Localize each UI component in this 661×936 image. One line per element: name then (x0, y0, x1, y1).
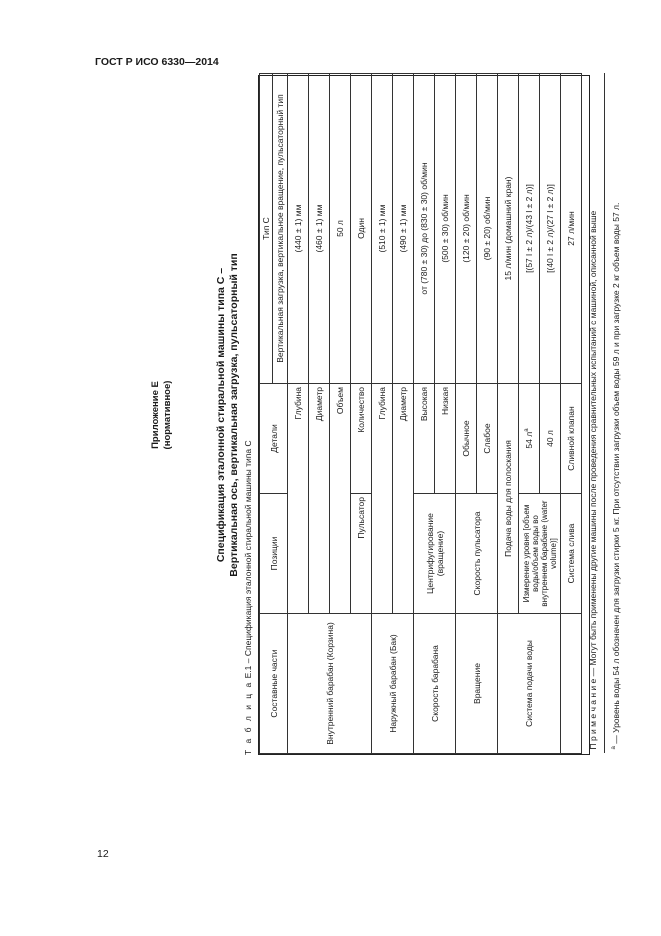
table-row (561, 74, 582, 754)
cell-pulsator-qty-val: Один (351, 74, 372, 384)
cell-water-rinse-val: 15 л/мин (домашний кран) (498, 74, 519, 384)
cell-drum-speed: Скорость барабана (414, 614, 456, 754)
table-header-row (260, 74, 273, 754)
note-row (582, 74, 605, 754)
caption-text: Е.1 – Спецификация эталонной стиральной машины типа С (243, 440, 253, 679)
cell-inner-volume: Объем (330, 384, 351, 614)
footnote-text: — Уровень воды 54 л обозначен для загрузки стирки 5 кг. При отсутствии загрузки объем воды 59 л и при загрузке 2 кг объем воды 57 л. (610, 202, 621, 747)
cell-outer-depth-val: (510 ± 1) мм (372, 74, 393, 384)
cell-normal: Обычное (456, 384, 477, 494)
cell-water-rinse: Подача воды для полоскания (498, 384, 519, 614)
cell-level-54-val: [(57 l ± 2 л)/(43 l ± 2 л)] (519, 74, 540, 384)
cell-level-54 (519, 384, 540, 494)
cell-level-40: 40 л (540, 384, 561, 494)
cell-outer-diameter-val: (490 ± 1) мм (393, 74, 414, 384)
cell-drain-valve: Сливной клапан (561, 384, 582, 494)
table-caption (243, 440, 253, 755)
cell-inner-volume-val: 50 л (330, 74, 351, 384)
annex-heading (150, 75, 174, 755)
cell-quantity: Количество (351, 384, 372, 494)
cell-low: Низкая (435, 384, 456, 494)
footnote-row (605, 74, 628, 754)
table-note: П р и м е ч а н и е — Могут быть применены другие машины после проведения сравнительных испытаний с машиной, описанной выше (582, 74, 605, 754)
table-row (372, 74, 393, 754)
cell-outer-diameter: Диаметр (393, 384, 414, 614)
cell-gentle-val: (90 ± 20) об/мин (477, 74, 498, 384)
cell-level-40-val: [(40 l ± 2 л)/(27 l ± 2 л)] (540, 74, 561, 384)
cell-pulsator-speed: Скорость пульсатора (456, 494, 498, 614)
page-title (215, 75, 241, 755)
page-number: 12 (97, 848, 109, 860)
title-line-1: Спецификация эталонной стиральной машины типа С – (215, 267, 227, 563)
cell-inner-depth-val: (440 ± 1) мм (288, 74, 309, 384)
footnote-mark: а (610, 746, 617, 750)
cell-normal-val: (120 ± 20) об/мин (456, 74, 477, 384)
cell-low-val: (500 ± 30) об/мин (435, 74, 456, 384)
level-54-footnote-mark: а (524, 428, 531, 432)
cell-drain-blank (561, 614, 582, 754)
cell-rotation: Вращение (456, 614, 498, 754)
cell-inner-depth: Глубина (288, 384, 309, 614)
cell-level-measure: Измерение уровня [объем воды/объем воды во внутреннем барабане (water volume)] (519, 494, 561, 614)
cell-inner-diameter-val: (460 ± 1) мм (309, 74, 330, 384)
cell-high: Высокая (414, 384, 435, 494)
header-details: Детали (260, 384, 288, 494)
table-row (498, 74, 519, 754)
type-description: Вертикальная загрузка, вертикальное вращение, пульсаторный тип (273, 74, 288, 384)
caption-prefix: Т а б л и ц а (243, 680, 253, 755)
cell-inner-diameter: Диаметр (309, 384, 330, 614)
cell-water-system: Система подачи воды (498, 614, 561, 754)
annex-status: (нормативное) (162, 380, 173, 450)
standard-header: ГОСТ Р ИСО 6330—2014 (95, 56, 219, 68)
table-row (414, 74, 435, 754)
rotated-page-content (95, 75, 621, 755)
cell-gentle: Слабое (477, 384, 498, 494)
cell-spin: Центрифугирование (вращение) (414, 494, 456, 614)
annex-title: Приложение Е (150, 381, 161, 449)
header-positions: Позиции (260, 494, 288, 614)
cell-drain-val: 27 л/мин (561, 74, 582, 384)
level-54-text: 54 л (524, 431, 534, 449)
cell-outer-depth: Глубина (372, 384, 393, 614)
spec-table (258, 75, 621, 755)
table-row (456, 74, 477, 754)
cell-drain-system: Система слива (561, 494, 582, 614)
header-parts: Составные части (260, 614, 288, 754)
header-type: Тип С (260, 74, 273, 384)
title-line-2: Вертикальная ось, вертикальная загрузка, пульсаторный тип (228, 253, 240, 577)
cell-pulsator: Пульсатор (351, 494, 372, 614)
cell-high-val: от (780 ± 30) до (830 ± 30) об/мин (414, 74, 435, 384)
table-row (288, 74, 309, 754)
cell-outer-drum: Наружный барабан (Бак) (372, 614, 414, 754)
cell-inner-drum: Внутренний барабан (Корзина) (288, 614, 372, 754)
table-footnote (605, 74, 628, 754)
